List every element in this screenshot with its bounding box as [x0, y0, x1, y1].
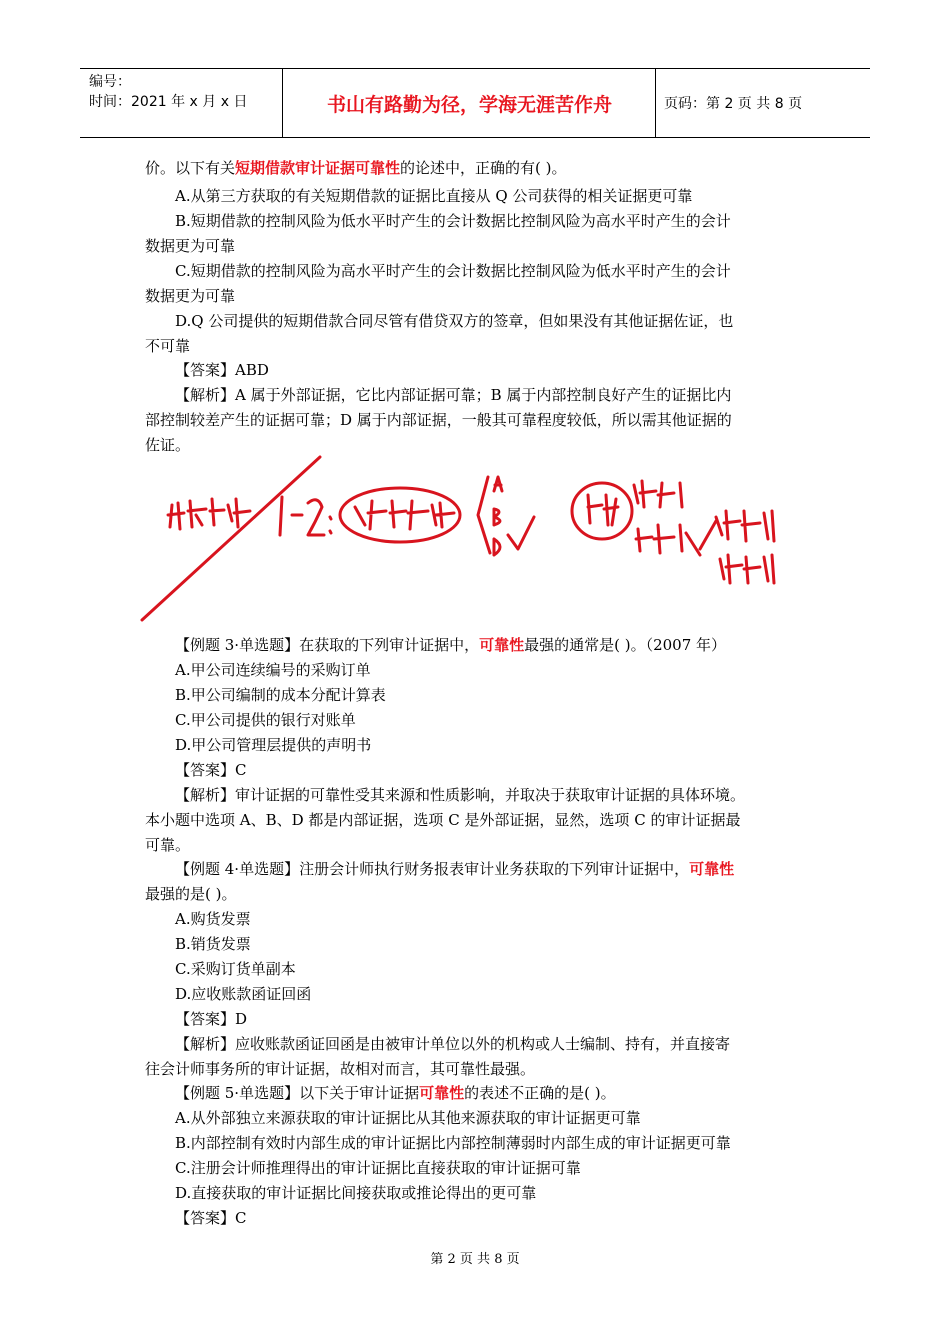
explanation-cont: 往会计师事务所的审计证据，故相对而言，其可靠性最强。 — [145, 1060, 536, 1078]
option-b: B.内部控制有效时内部生成的审计证据比内部控制薄弱时内部生成的审计证据更可靠 — [175, 1134, 731, 1152]
option-d: D.直接获取的审计证据比间接获取或推论得出的更可靠 — [175, 1184, 537, 1202]
explanation: 【解析】A 属于外部证据，它比内部证据可靠；B 属于内部控制良好产生的证据比内 — [175, 386, 732, 404]
answer: 【答案】ABD — [175, 361, 269, 379]
question-4-cont: 最强的是( )。 — [145, 885, 237, 903]
handwriting-source — [634, 481, 682, 507]
highlight-keyword: 可靠性 — [479, 636, 525, 654]
header-divider — [282, 69, 283, 137]
handwriting-evidence — [588, 495, 618, 525]
handwritten-annotation — [140, 455, 800, 625]
handwriting-abd — [494, 477, 502, 555]
bracket — [478, 477, 490, 553]
option-a: A.甲公司连续编号的采购订单 — [175, 661, 371, 679]
highlight-keyword: 可靠性 — [419, 1084, 465, 1102]
handwriting-reliability — [168, 499, 250, 529]
option-d-cont: 不可靠 — [145, 337, 191, 355]
diagonal-stroke — [142, 457, 320, 620]
question-5: 【例题 5·单选题】以下关于审计证据可靠性的表述不正确的是( )。 — [175, 1084, 616, 1102]
explanation-cont: 本小题中选项 A、B、D 都是内部证据，选项 C 是外部证据，显然，选项 C 的审计证据最 — [145, 811, 741, 829]
handwriting-short-term-loan — [355, 501, 454, 529]
option-b: B.销货发票 — [175, 935, 251, 953]
option-c: C.注册会计师推理得出的审计证据比直接获取的审计证据可靠 — [175, 1159, 581, 1177]
connector — [700, 521, 716, 549]
answer: 【答案】C — [175, 761, 247, 779]
header-motto: 书山有路勤为径，学海无涯苦作舟 — [326, 93, 612, 116]
question-4: 【例题 4·单选题】注册会计师执行财务报表审计业务获取的下列审计证据中，可靠性 — [175, 860, 735, 878]
option-c: C.短期借款的控制风险为高水平时产生的会计数据比控制风险为低水平时产生的会计 — [175, 262, 731, 280]
explanation-cont: 可靠。 — [145, 836, 191, 854]
question-stem-line: 价。以下有关短期借款审计证据可靠性的论述中，正确的有( )。 — [145, 159, 567, 177]
answer: 【答案】C — [175, 1209, 247, 1227]
option-c: C.甲公司提供的银行对账单 — [175, 711, 356, 729]
highlight-keyword: 可靠性 — [689, 860, 735, 878]
handwriting-relevance — [720, 555, 774, 583]
highlight-keyword: 短期借款审计证据可靠性 — [235, 159, 401, 177]
option-a: A.从第三方获取的有关短期借款的证据比直接从 Q 公司获得的相关证据更可靠 — [175, 187, 693, 205]
page-footer: 第 2 页 共 8 页 — [430, 1252, 520, 1267]
option-b-cont: 数据更为可靠 — [145, 237, 236, 255]
question-3: 【例题 3·单选题】在获取的下列审计证据中，可靠性最强的通常是( )。（2007 年） — [175, 636, 727, 654]
option-a: A.从外部独立来源获取的审计证据比从其他来源获取的审计证据更可靠 — [175, 1109, 641, 1127]
explanation-cont: 部控制较差产生的证据可靠；D 属于内部证据，一般其可靠程度较低，所以需其他证据的 — [145, 411, 732, 429]
option-d: D.Q 公司提供的短期借款合同尽管有借贷双方的签章，但如果没有其他证据佐证，也 — [175, 312, 734, 330]
explanation-cont: 佐证。 — [145, 436, 191, 454]
document-date: 时间：2021 年 x 月 x 日 — [89, 94, 248, 110]
page-header — [80, 68, 870, 138]
check-mark — [508, 517, 534, 549]
option-d: D.甲公司管理层提供的声明书 — [175, 736, 372, 754]
option-c: C.采购订货单副本 — [175, 960, 296, 978]
circle-evidence — [572, 483, 632, 539]
header-divider — [655, 69, 656, 137]
header-page-number: 页码：第 2 页 共 8 页 — [664, 96, 803, 112]
explanation: 【解析】应收账款函证回函是由被审计单位以外的机构或人士编制、持有，并直接寄 — [175, 1035, 731, 1053]
handwriting-nature — [636, 525, 700, 555]
option-b: B.短期借款的控制风险为低水平时产生的会计数据比控制风险为高水平时产生的会计 — [175, 212, 731, 230]
option-b: B.甲公司编制的成本分配计算表 — [175, 686, 386, 704]
option-d: D.应收账款函证回函 — [175, 985, 312, 1003]
handwriting-reliability-2 — [716, 511, 774, 541]
document-number: 编号： — [89, 74, 131, 90]
explanation: 【解析】审计证据的可靠性受其来源和性质影响，并取决于获取审计证据的具体环境。 — [175, 786, 746, 804]
option-c-cont: 数据更为可靠 — [145, 287, 236, 305]
handwriting-1-2 — [280, 497, 331, 535]
answer: 【答案】D — [175, 1010, 248, 1028]
header-meta — [89, 72, 279, 112]
option-a: A.购货发票 — [175, 910, 251, 928]
